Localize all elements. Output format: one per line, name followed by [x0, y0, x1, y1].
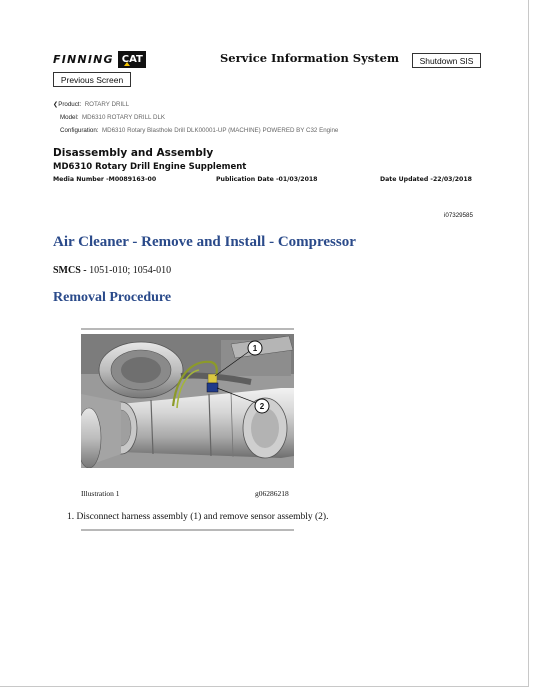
date-updated: Date Updated -22/03/2018	[380, 176, 472, 183]
media-number: Media Number -M0089163-00	[53, 176, 157, 183]
model-value: MD6310 ROTARY DRILL DLK	[82, 114, 166, 121]
procedure-step: 1. Disconnect harness assembly (1) and remove sensor assembly (2).	[67, 512, 329, 522]
logo-finning-text: FINNING	[53, 52, 114, 66]
callout-1-label: 1	[252, 344, 258, 353]
illustration-caption: Illustration 1	[81, 489, 120, 498]
illustration-graphic-id: g06286218	[255, 489, 289, 498]
shutdown-sis-button[interactable]: Shutdown SIS	[412, 53, 481, 68]
smcs-codes	[53, 265, 171, 276]
meta-configuration	[60, 127, 338, 134]
product-label: Product:	[58, 101, 82, 108]
document-id: i07329585	[444, 212, 473, 219]
meta-product	[53, 101, 129, 108]
publication-date: Publication Date -01/03/2018	[216, 176, 318, 183]
back-arrow-icon[interactable]: ❮	[53, 101, 59, 108]
document-title: Disassembly and Assembly	[53, 147, 214, 159]
smcs-value: 1051-010; 1054-010	[86, 265, 172, 276]
logo-cat-text: CAT	[121, 53, 143, 65]
callout-2-label: 2	[259, 402, 265, 411]
illustration-image	[81, 334, 294, 468]
logo-cat-badge	[118, 51, 146, 68]
model-label: Model:	[60, 114, 79, 121]
meta-model	[60, 114, 165, 121]
previous-screen-button[interactable]: Previous Screen	[53, 72, 131, 87]
section-title: Removal Procedure	[53, 290, 172, 305]
product-value: ROTARY DRILL	[84, 101, 130, 108]
cat-triangle-icon	[124, 62, 130, 66]
step-bottom-rule	[81, 529, 294, 531]
illustration-top-rule	[81, 328, 294, 330]
callout-1	[248, 341, 262, 355]
finning-cat-logo	[53, 49, 146, 69]
callout-2	[255, 399, 269, 413]
page-title: Service Information System	[220, 51, 400, 65]
document-subtitle: MD6310 Rotary Drill Engine Supplement	[53, 162, 247, 172]
article-title: Air Cleaner - Remove and Install - Compressor	[53, 234, 356, 250]
config-value: MD6310 Rotary Blasthole Drill DLK00001-UP (MACHINE) POWERED BY C32 Engine	[101, 127, 339, 134]
smcs-label: SMCS -	[53, 265, 87, 276]
config-label: Configuration:	[60, 127, 99, 134]
